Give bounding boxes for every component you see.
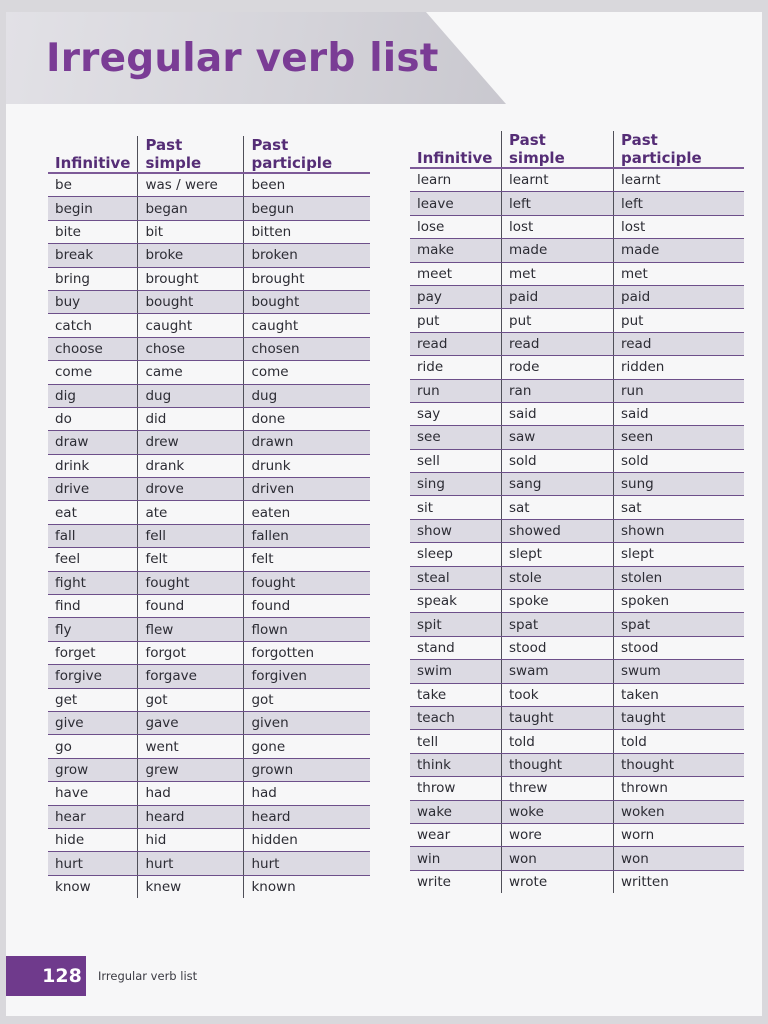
cell-past-simple: lost (502, 215, 614, 238)
cell-past-participle: told (614, 730, 745, 753)
cell-past-simple: gave (138, 711, 244, 734)
cell-past-simple: stole (502, 566, 614, 589)
cell-past-participle: met (614, 262, 745, 285)
table-row (410, 496, 744, 519)
cell-past-participle: learnt (614, 168, 745, 192)
cell-past-participle: sung (614, 473, 745, 496)
cell-past-simple: fell (138, 524, 244, 547)
cell-infinitive: hide (48, 828, 138, 851)
cell-infinitive: sell (410, 449, 502, 472)
cell-past-simple: wrote (502, 870, 614, 893)
cell-past-participle: hidden (244, 828, 371, 851)
cell-past-simple: hid (138, 828, 244, 851)
cell-past-simple: met (502, 262, 614, 285)
book-page (6, 12, 762, 1016)
cell-infinitive: show (410, 519, 502, 542)
cell-infinitive: write (410, 870, 502, 893)
table-header-row (48, 136, 370, 173)
cell-infinitive: lose (410, 215, 502, 238)
cell-past-simple: spoke (502, 590, 614, 613)
cell-past-participle: bought (244, 290, 371, 313)
cell-past-simple: hurt (138, 852, 244, 875)
table-row (410, 192, 744, 215)
table-row (410, 168, 744, 192)
verb-table-right (410, 131, 744, 893)
cell-past-participle: sold (614, 449, 745, 472)
table-row (410, 285, 744, 308)
table-row (410, 613, 744, 636)
page-title: Irregular verb list (46, 36, 439, 81)
table-row (48, 337, 370, 360)
table-row (410, 823, 744, 846)
cell-past-participle: done (244, 407, 371, 430)
page-number: 128 (42, 965, 82, 987)
cell-past-simple: chose (138, 337, 244, 360)
table-row (48, 407, 370, 430)
cell-infinitive: make (410, 239, 502, 262)
cell-past-simple: got (138, 688, 244, 711)
cell-infinitive: fall (48, 524, 138, 547)
cell-infinitive: give (48, 711, 138, 734)
table-row (410, 706, 744, 729)
table-header-row (410, 131, 744, 168)
cell-past-simple: woke (502, 800, 614, 823)
cell-past-participle: slept (614, 543, 745, 566)
cell-past-participle: stood (614, 636, 745, 659)
cell-infinitive: steal (410, 566, 502, 589)
cell-infinitive: spit (410, 613, 502, 636)
cell-past-participle: said (614, 402, 745, 425)
cell-past-simple: ran (502, 379, 614, 402)
cell-infinitive: do (48, 407, 138, 430)
cell-infinitive: swim (410, 660, 502, 683)
cell-past-simple: threw (502, 777, 614, 800)
footer-label: Irregular verb list (98, 969, 198, 983)
cell-past-simple: said (502, 402, 614, 425)
cell-past-simple: put (502, 309, 614, 332)
cell-past-simple: sold (502, 449, 614, 472)
cell-past-simple: drove (138, 478, 244, 501)
cell-infinitive: win (410, 847, 502, 870)
table-row (48, 173, 370, 197)
cell-infinitive: eat (48, 501, 138, 524)
cell-past-simple: brought (138, 267, 244, 290)
cell-infinitive: forgive (48, 665, 138, 688)
cell-past-participle: thought (614, 753, 745, 776)
cell-infinitive: sit (410, 496, 502, 519)
cell-past-simple: bought (138, 290, 244, 313)
cell-past-participle: drunk (244, 454, 371, 477)
table-row (410, 800, 744, 823)
cell-past-participle: forgotten (244, 641, 371, 664)
table-row (410, 753, 744, 776)
cell-past-participle: thrown (614, 777, 745, 800)
cell-past-simple: caught (138, 314, 244, 337)
cell-past-simple: spat (502, 613, 614, 636)
cell-past-simple: found (138, 595, 244, 618)
cell-past-participle: driven (244, 478, 371, 501)
header-past-simple: Past simple (502, 131, 614, 168)
table-row (48, 758, 370, 781)
cell-infinitive: stand (410, 636, 502, 659)
cell-past-participle: read (614, 332, 745, 355)
table-row (410, 239, 744, 262)
cell-past-participle: left (614, 192, 745, 215)
cell-past-participle: drawn (244, 431, 371, 454)
cell-past-participle: dug (244, 384, 371, 407)
table-row (410, 636, 744, 659)
cell-past-participle: heard (244, 805, 371, 828)
cell-past-participle: brought (244, 267, 371, 290)
cell-past-simple: read (502, 332, 614, 355)
cell-infinitive: know (48, 875, 138, 898)
cell-infinitive: feel (48, 548, 138, 571)
cell-past-participle: known (251, 878, 296, 895)
cell-infinitive: fight (48, 571, 138, 594)
table-row (410, 847, 744, 870)
cell-past-simple: broke (138, 244, 244, 267)
cell-past-simple: went (138, 735, 244, 758)
cell-past-participle: been (244, 173, 371, 197)
cell-past-simple: slept (502, 543, 614, 566)
table-row (48, 314, 370, 337)
table-row (48, 688, 370, 711)
cell-past-simple: took (502, 683, 614, 706)
table-row (410, 543, 744, 566)
cell-infinitive: drive (48, 478, 138, 501)
cell-past-simple: drank (138, 454, 244, 477)
cell-past-participle: taken (614, 683, 745, 706)
table-row (410, 402, 744, 425)
cell-past-simple: wore (502, 823, 614, 846)
cell-past-participle: stolen (614, 566, 745, 589)
cell-infinitive: hurt (48, 852, 138, 875)
table-row (410, 426, 744, 449)
cell-infinitive: get (48, 688, 138, 711)
table-row (48, 782, 370, 805)
table-row (48, 361, 370, 384)
cell-past-participle: flown (244, 618, 371, 641)
cell-past-simple: flew (138, 618, 244, 641)
header-past-simple: Past simple (138, 136, 244, 173)
table-row (410, 519, 744, 542)
table-row (48, 220, 370, 243)
table-row (48, 478, 370, 501)
cell-past-participle: fought (244, 571, 371, 594)
cell-past-simple: dug (138, 384, 244, 407)
cell-infinitive: catch (48, 314, 138, 337)
cell-infinitive: meet (410, 262, 502, 285)
cell-infinitive: see (410, 426, 502, 449)
table-row (48, 197, 370, 220)
cell-past-participle: come (244, 361, 371, 384)
table-row (48, 665, 370, 688)
table-row (48, 431, 370, 454)
cell-past-participle: given (244, 711, 371, 734)
cell-past-participle: won (614, 847, 745, 870)
table-row (48, 454, 370, 477)
cell-infinitive: sing (410, 473, 502, 496)
cell-infinitive: wake (410, 800, 502, 823)
table-row (48, 384, 370, 407)
cell-past-participle: had (244, 782, 371, 805)
cell-infinitive: find (48, 595, 138, 618)
table-row (410, 332, 744, 355)
cell-past-participle: hurt (244, 852, 371, 875)
table-row (48, 571, 370, 594)
table-row (48, 548, 370, 571)
cell-past-simple: won (502, 847, 614, 870)
cell-past-participle: worn (614, 823, 745, 846)
cell-infinitive: bring (48, 267, 138, 290)
cell-past-participle: fallen (244, 524, 371, 547)
cell-past-participle: put (614, 309, 745, 332)
cell-past-simple: bit (138, 220, 244, 243)
cell-infinitive: read (410, 332, 502, 355)
cell-past-simple: taught (502, 706, 614, 729)
cell-past-participle: sat (614, 496, 745, 519)
cell-infinitive: learn (410, 168, 502, 192)
table-row (48, 618, 370, 641)
table-row (48, 711, 370, 734)
cell-past-participle: chosen (244, 337, 371, 360)
cell-infinitive: wear (410, 823, 502, 846)
cell-infinitive: be (48, 173, 138, 197)
cell-past-simple: felt (138, 548, 244, 571)
table-row (48, 290, 370, 313)
verb-table-left (48, 136, 370, 898)
cell-infinitive: fly (48, 618, 138, 641)
cell-past-simple: sat (502, 496, 614, 519)
cell-past-participle: begun (244, 197, 371, 220)
cell-past-simple: rode (502, 356, 614, 379)
cell-past-simple: knew (138, 875, 244, 898)
table-row (410, 379, 744, 402)
cell-past-participle: written (621, 873, 669, 890)
table-row (48, 595, 370, 618)
table-row (48, 244, 370, 267)
cell-infinitive: take (410, 683, 502, 706)
table-row (410, 449, 744, 472)
cell-infinitive: think (410, 753, 502, 776)
cell-past-simple: fought (138, 571, 244, 594)
cell-past-participle: felt (244, 548, 371, 571)
cell-infinitive: forget (48, 641, 138, 664)
table-row (410, 473, 744, 496)
cell-past-participle: spoken (614, 590, 745, 613)
cell-past-simple: showed (502, 519, 614, 542)
cell-past-participle: ridden (614, 356, 745, 379)
table-row (410, 777, 744, 800)
cell-past-simple: was / were (138, 173, 244, 197)
cell-past-simple: left (502, 192, 614, 215)
cell-past-participle: eaten (244, 501, 371, 524)
cell-infinitive: buy (48, 290, 138, 313)
cell-past-simple: had (138, 782, 244, 805)
table-row (410, 309, 744, 332)
header-infinitive: Infinitive (48, 136, 138, 173)
cell-past-participle: swum (614, 660, 745, 683)
cell-past-simple: heard (138, 805, 244, 828)
cell-past-participle: broken (244, 244, 371, 267)
cell-past-participle: run (614, 379, 745, 402)
cell-infinitive: bite (48, 220, 138, 243)
table-row (410, 262, 744, 285)
cell-past-participle: gone (244, 735, 371, 758)
cell-past-participle: got (244, 688, 371, 711)
table-row (410, 215, 744, 238)
cell-infinitive: teach (410, 706, 502, 729)
cell-infinitive: leave (410, 192, 502, 215)
cell-infinitive: sleep (410, 543, 502, 566)
cell-past-simple: began (138, 197, 244, 220)
cell-past-simple: paid (502, 285, 614, 308)
cell-infinitive: throw (410, 777, 502, 800)
cell-infinitive: draw (48, 431, 138, 454)
cell-past-participle: paid (614, 285, 745, 308)
cell-past-participle: seen (614, 426, 745, 449)
cell-past-simple: did (138, 407, 244, 430)
cell-infinitive: dig (48, 384, 138, 407)
cell-infinitive: break (48, 244, 138, 267)
table-row (48, 267, 370, 290)
cell-infinitive: pay (410, 285, 502, 308)
cell-past-participle: found (244, 595, 371, 618)
cell-past-participle: shown (614, 519, 745, 542)
cell-infinitive: put (410, 309, 502, 332)
table-row (410, 660, 744, 683)
cell-infinitive: drink (48, 454, 138, 477)
table-row (48, 735, 370, 758)
cell-past-participle: spat (614, 613, 745, 636)
cell-infinitive: come (48, 361, 138, 384)
table-row (410, 590, 744, 613)
cell-past-participle: bitten (244, 220, 371, 243)
cell-past-simple: sang (502, 473, 614, 496)
cell-past-participle: made (614, 239, 745, 262)
table-row (48, 524, 370, 547)
cell-past-simple: forgot (138, 641, 244, 664)
cell-infinitive: ride (410, 356, 502, 379)
header-past-participle: Past participle (614, 131, 745, 168)
table-row (48, 805, 370, 828)
table-row (410, 870, 744, 893)
cell-infinitive: say (410, 402, 502, 425)
cell-past-participle: woken (614, 800, 745, 823)
table-row (48, 501, 370, 524)
cell-past-simple: saw (502, 426, 614, 449)
cell-past-participle: lost (614, 215, 745, 238)
cell-past-participle: caught (244, 314, 371, 337)
cell-past-simple: drew (138, 431, 244, 454)
table-row (410, 730, 744, 753)
cell-infinitive: grow (48, 758, 138, 781)
cell-past-simple: stood (502, 636, 614, 659)
cell-past-simple: made (502, 239, 614, 262)
cell-infinitive: begin (48, 197, 138, 220)
cell-infinitive: go (48, 735, 138, 758)
cell-infinitive: speak (410, 590, 502, 613)
cell-past-simple: came (138, 361, 244, 384)
cell-infinitive: choose (48, 337, 138, 360)
cell-past-simple: thought (502, 753, 614, 776)
cell-past-simple: learnt (502, 168, 614, 192)
cell-past-simple: ate (138, 501, 244, 524)
table-row (48, 852, 370, 875)
cell-past-simple: told (502, 730, 614, 753)
table-row (48, 875, 370, 898)
header-past-participle: Past participle (244, 136, 371, 173)
cell-past-participle: forgiven (244, 665, 371, 688)
cell-past-simple: grew (138, 758, 244, 781)
table-row (48, 641, 370, 664)
cell-infinitive: hear (48, 805, 138, 828)
cell-infinitive: run (410, 379, 502, 402)
table-row (410, 566, 744, 589)
cell-past-simple: swam (502, 660, 614, 683)
cell-past-simple: forgave (138, 665, 244, 688)
header-infinitive: Infinitive (410, 131, 502, 168)
cell-infinitive: have (48, 782, 138, 805)
cell-infinitive: tell (410, 730, 502, 753)
cell-past-participle: grown (244, 758, 371, 781)
table-row (48, 828, 370, 851)
table-row (410, 683, 744, 706)
table-row (410, 356, 744, 379)
cell-past-participle: taught (614, 706, 745, 729)
